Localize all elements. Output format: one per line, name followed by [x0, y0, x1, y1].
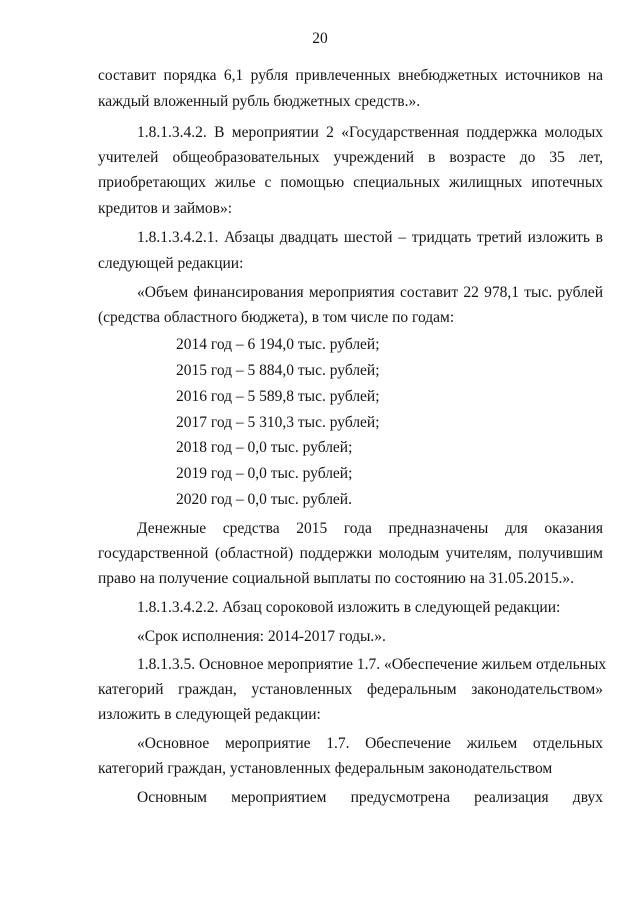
text-line: «Срок исполнения: 2014-2017 годы.». [137, 628, 386, 645]
text-line: 1.8.1.3.4.2. В мероприятии 2 «Государственная поддержка молодых [137, 124, 603, 141]
text-line: категорий граждан, установленных федеральным законодательством» [98, 681, 603, 698]
funding-year-line: 2018 год – 0,0 тыс. рублей; [176, 439, 353, 456]
text-line: Основным мероприятием предусмотрена реализация двух [137, 789, 603, 806]
text-line: 1.8.1.3.5. Основное мероприятие 1.7. «Обеспечение жильем отдельных [137, 656, 607, 673]
text-line: составит порядка 6,1 рубля привлеченных внебюджетных источников на [98, 67, 603, 84]
text-line: 1.8.1.3.4.2.2. Абзац сороковой изложить в следующей редакции: [137, 599, 561, 616]
text-line: изложить в следующей редакции: [98, 706, 321, 723]
text-line: каждый вложенный рубль бюджетных средств.». [98, 93, 421, 110]
text-line: право на получение социальной выплаты по состоянию на 31.05.2015.». [98, 570, 575, 587]
text-line: (средства областного бюджета), в том числе по годам: [98, 309, 455, 326]
funding-year-line: 2019 год – 0,0 тыс. рублей; [176, 465, 353, 482]
text-line: государственной (областной) поддержки молодым учителям, получившим [98, 545, 603, 562]
page-number: 20 [312, 30, 328, 47]
funding-year-line: 2015 год – 5 884,0 тыс. рублей; [176, 362, 380, 379]
text-line: учителей общеобразовательных учреждений в возрасте до 35 лет, [98, 149, 603, 166]
text-line: приобретающих жилье с помощью специальных жилищных ипотечных [98, 174, 603, 191]
text-line: кредитов и займов»: [98, 200, 233, 217]
text-line: 1.8.1.3.4.2.1. Абзацы двадцать шестой – тридцать третий изложить в [137, 229, 603, 246]
text-line: «Объем финансирования мероприятия составит 22 978,1 тыс. рублей [137, 284, 603, 301]
text-line: следующей редакции: [98, 255, 244, 272]
text-line: «Основное мероприятие 1.7. Обеспечение жильем отдельных [137, 735, 603, 752]
funding-year-line: 2020 год – 0,0 тыс. рублей. [176, 491, 352, 508]
funding-year-line: 2016 год – 5 589,8 тыс. рублей; [176, 388, 380, 405]
funding-year-line: 2014 год – 6 194,0 тыс. рублей; [176, 336, 380, 353]
funding-year-line: 2017 год – 5 310,3 тыс. рублей; [176, 414, 380, 431]
text-line: Денежные средства 2015 года предназначены для оказания [137, 520, 603, 537]
text-line: категорий граждан, установленных федеральным законодательством [98, 760, 553, 777]
